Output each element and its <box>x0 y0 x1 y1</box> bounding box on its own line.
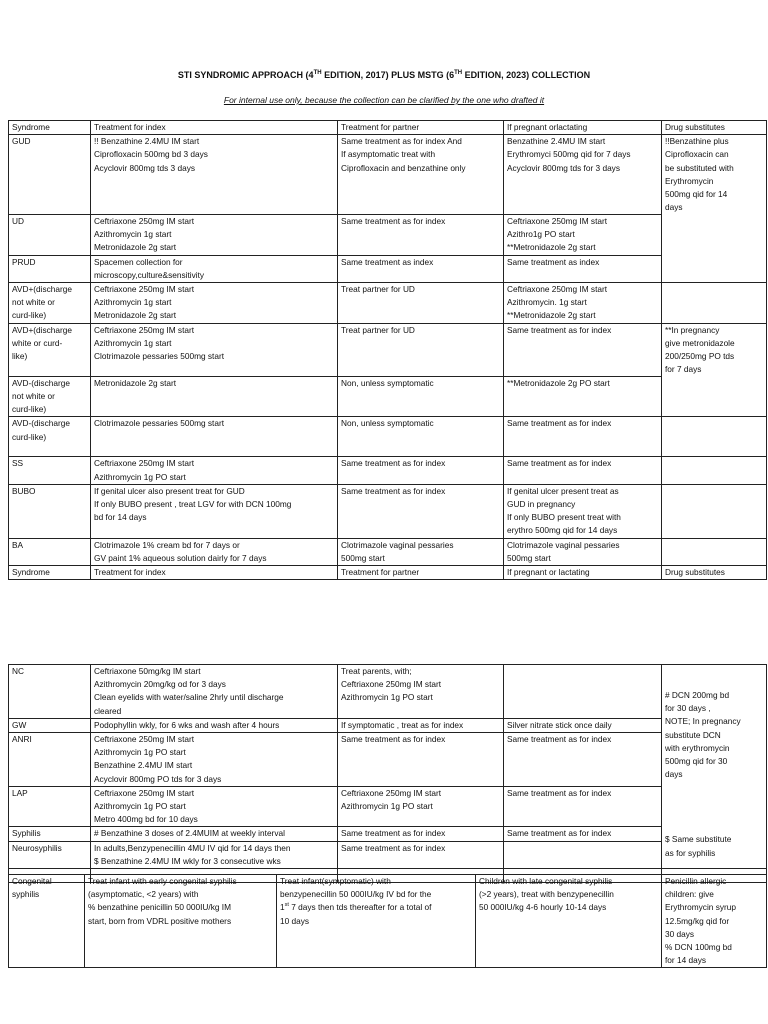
cell-line: curd-like) <box>12 310 47 321</box>
index-treatment-cell <box>91 733 338 787</box>
cell-line: erythro 500mg qid for 14 days <box>507 525 618 536</box>
table-row <box>9 323 767 376</box>
cell-line: (>2 years), treat with benzypenecillin <box>479 889 614 900</box>
cell-line: Metro 400mg bd for 10 days <box>94 814 198 825</box>
cell-line: 30 days <box>665 928 695 939</box>
cell-line: Erythromyci 500mg qid for 7 days <box>507 149 631 160</box>
table-row <box>9 841 767 868</box>
cell-line: NC <box>12 666 24 676</box>
cell-line: with erythromycin <box>665 742 730 753</box>
index-treatment-cell <box>91 718 338 732</box>
pregnant-treatment-cell <box>504 827 662 841</box>
drug-substitutes-cell <box>662 665 767 869</box>
pregnant-treatment-cell <box>504 376 662 417</box>
cell-line: !! Benzathine 2.4MU IM start <box>94 136 200 147</box>
cell-line: syphilis <box>12 889 40 900</box>
pregnant-treatment-cell <box>504 484 662 538</box>
cell-line: for 7 days <box>665 364 702 375</box>
cell-line: Ceftriaxone 250mg IM start <box>94 283 195 294</box>
syndrome-cell <box>9 718 91 732</box>
header-index: Treatment for index <box>91 566 338 580</box>
partner-treatment-cell <box>338 255 504 282</box>
cell-line: $ Benzathine 2.4MU IM wkly for 3 consecutive wks <box>94 855 281 866</box>
partner-treatment-cell <box>338 417 504 457</box>
drug-substitutes-cell <box>662 255 767 282</box>
table-row <box>9 214 767 255</box>
index-treatment-cell <box>91 841 338 868</box>
partner-treatment-cell <box>338 841 504 868</box>
cell-line: Erythromycin syrup <box>665 902 737 913</box>
cell-line: Ceftriaxone 250mg IM start <box>94 215 195 226</box>
cell-line: Metronidazole 2g start <box>94 242 177 253</box>
table-row <box>9 376 767 417</box>
cell-line: Ceftriaxone 250mg IM start <box>507 283 608 294</box>
pregnant-treatment-cell <box>504 538 662 565</box>
cell-line: Azithromycin 1g start <box>94 229 172 240</box>
header-substitutes: Drug substitutes <box>662 566 767 580</box>
cell-line: not white or <box>12 391 55 402</box>
cell-line: Ciprofloxacin 500mg bd 3 days <box>94 149 208 160</box>
cell-line: # Benzathine 3 doses of 2.4MUIM at weekly interval <box>94 828 285 839</box>
pregnant-treatment-cell <box>504 457 662 484</box>
syndrome-cell <box>9 282 91 323</box>
cell-line: **In pregnancy <box>665 324 720 335</box>
cell-line: BA <box>12 539 24 550</box>
cell-line: Podophyllin wkly, for 6 wks and wash after 4 hours <box>94 719 280 730</box>
cell-line: Ceftriaxone 250mg IM start <box>94 458 195 469</box>
syndrome-cell <box>9 538 91 565</box>
cell-line: GV paint 1% aqueous solution dairly for 7 days <box>94 552 267 563</box>
header-index: Treatment for index <box>91 121 338 135</box>
pregnant-treatment-cell <box>504 417 662 457</box>
drug-substitutes-cell <box>662 135 767 215</box>
cell-line: Acyclovir 800mg tds for 3 days <box>507 162 620 173</box>
syndrome-cell <box>9 841 91 868</box>
cell-line: AVD+(discharge <box>12 324 73 335</box>
cell-line: PRUD <box>12 256 36 267</box>
pregnant-treatment-cell <box>504 718 662 732</box>
table-row <box>9 733 767 787</box>
cell-line: days <box>665 769 683 780</box>
cell-line: Same treatment as for index <box>507 828 612 839</box>
cell-line: Ceftriaxone 250mg IM start <box>94 734 195 745</box>
syndrome-cell <box>9 786 91 827</box>
cell-line: !!Benzathine plus <box>665 136 729 147</box>
header-partner: Treatment for partner <box>338 566 504 580</box>
table-row <box>9 875 767 968</box>
partner-treatment-cell <box>338 827 504 841</box>
cell-line: Congenital <box>12 876 52 886</box>
cell-line: 500mg qid for 30 <box>665 756 728 767</box>
cell-line: Same treatment as for index <box>507 324 612 335</box>
drug-substitutes-cell <box>662 417 767 457</box>
cell-line: ANRI <box>12 734 32 745</box>
index-treatment-cell <box>91 214 338 255</box>
cell-line: LAP <box>12 787 28 798</box>
partner-treatment-cell <box>338 376 504 417</box>
index-treatment-cell <box>91 538 338 565</box>
cell-line: Same treatment as for index <box>507 734 612 745</box>
cell-line: % DCN 100mg bd <box>665 942 732 953</box>
cell-line: In adults,Benzypenecillin 4MU IV qid for 14 days then <box>94 842 291 853</box>
index-treatment-cell <box>91 323 338 376</box>
cell-line: Azithromycin. 1g start <box>507 297 587 308</box>
index-treatment-cell <box>91 417 338 457</box>
cell-line: Clotrimazole pessaries 500mg start <box>94 350 225 361</box>
pregnant-treatment-cell <box>504 135 662 215</box>
table-row <box>9 718 767 732</box>
cell-line: microscopy,culture&sensitivity <box>94 269 205 280</box>
partner-treatment-cell <box>338 538 504 565</box>
syndrome-cell <box>9 255 91 282</box>
syndrome-cell <box>9 323 91 376</box>
cell-line: substitute DCN <box>665 729 721 740</box>
cell-line: Ceftriaxone 250mg IM start <box>94 787 195 798</box>
congenital-syphilis-table <box>8 874 767 968</box>
syndrome-cell <box>9 875 85 968</box>
pregnant-treatment-cell <box>504 786 662 827</box>
cell-line: Neurosyphilis <box>12 842 62 853</box>
syndrome-cell <box>9 665 91 719</box>
table-row <box>9 255 767 282</box>
cell-line: 500mg start <box>507 552 551 563</box>
pregnant-treatment-cell <box>504 841 662 868</box>
cell-line: Azithromycin 1g PO start <box>94 471 186 482</box>
cell-line: Same treatment as for index <box>341 734 446 745</box>
syndrome-cell <box>9 827 91 841</box>
cell-line: start, born from VDRL positive mothers <box>88 915 232 926</box>
cell-line: Ceftriaxone 250mg IM start <box>94 324 195 335</box>
cell-line: Azithromycin 1g PO start <box>341 692 433 703</box>
late-treatment-cell <box>476 875 662 968</box>
cell-line: Same treatment as index <box>507 256 600 267</box>
syndrome-cell <box>9 376 91 417</box>
partner-treatment-cell <box>338 733 504 787</box>
table-row <box>9 282 767 323</box>
cell-line: Azithromycin 20mg/kg od for 3 days <box>94 679 226 690</box>
pregnant-treatment-cell <box>504 323 662 376</box>
header-row <box>9 121 767 135</box>
table-row <box>9 538 767 565</box>
cell-line: 500mg qid for 14 <box>665 189 728 200</box>
cell-line: Ceftriaxone 250mg IM start <box>341 787 442 798</box>
substitutes-syphilis <box>665 781 763 859</box>
cell-line: like) <box>12 350 28 361</box>
cell-line: **Metronidazole 2g start <box>507 310 596 321</box>
cell-line: Same treatment as index <box>341 256 434 267</box>
header-syndrome: Syndrome <box>9 566 91 580</box>
cell-line: 500mg start <box>341 552 385 563</box>
cell-line: Children with late congenital syphilis <box>479 876 613 886</box>
cell-line: Treat infant with early congenital syphilis <box>88 876 237 886</box>
cell-line: Clean eyelids with water/saline 2hrly until discharge <box>94 692 284 703</box>
cell-line: GUD in pregnancy <box>507 499 576 510</box>
cell-line: children: give <box>665 889 714 900</box>
partner-treatment-cell <box>338 665 504 719</box>
drug-substitutes-cell <box>662 282 767 323</box>
table-row <box>9 786 767 827</box>
cell-line: Clotrimazole 1% cream bd for 7 days or <box>94 539 240 550</box>
cell-line: Treat partner for UD <box>341 283 415 294</box>
syndrome-cell <box>9 457 91 484</box>
index-treatment-cell <box>91 282 338 323</box>
substitutes-dcn <box>665 665 763 781</box>
cell-line: Same treatment as for index <box>507 787 612 798</box>
header-pregnant: If pregnant orlactating <box>504 121 662 135</box>
partner-treatment-cell <box>338 214 504 255</box>
table-row <box>9 135 767 215</box>
drug-substitutes-cell <box>662 214 767 255</box>
index-treatment-cell <box>91 135 338 215</box>
cell-line: Azithromycin 1g start <box>94 297 172 308</box>
header-substitutes: Drug substitutes <box>662 121 767 135</box>
cell-line: Azithro1g PO start <box>507 229 575 240</box>
cell-line: white or curd- <box>12 337 63 348</box>
cell-line: UD <box>12 215 24 226</box>
cell-line: as for syphilis <box>665 847 716 858</box>
cell-line: Same treatment as for index <box>507 458 612 469</box>
partner-treatment-cell <box>338 282 504 323</box>
partner-treatment-cell <box>338 323 504 376</box>
cell-line: **Metronidazole 2g start <box>507 242 596 253</box>
partner-treatment-cell <box>338 484 504 538</box>
cell-line: Ceftriaxone 50mg/kg IM start <box>94 666 201 676</box>
cell-line: Same treatment as for index <box>341 215 446 226</box>
cell-line: GW <box>12 719 27 730</box>
cell-line: Syphilis <box>12 828 41 839</box>
cell-line: **Metronidazole 2g PO start <box>507 377 610 388</box>
cell-line: 200/250mg PO tds <box>665 350 735 361</box>
cell-line: Same treatment as for index <box>341 828 446 839</box>
cell-line: Erythromycin <box>665 175 714 186</box>
header-syndrome: Syndrome <box>9 121 91 135</box>
drug-substitutes-cell <box>662 875 767 968</box>
cell-line: Same treatment as for index <box>507 418 612 429</box>
cell-line: Ceftriaxone 250mg IM start <box>341 679 442 690</box>
cell-line: Metronidazole 2g start <box>94 310 177 321</box>
drug-substitutes-cell <box>662 484 767 538</box>
header-partner: Treatment for partner <box>338 121 504 135</box>
table-row <box>9 484 767 538</box>
syndrome-cell <box>9 135 91 215</box>
index-treatment-cell <box>91 484 338 538</box>
cell-line: Non, unless symptomatic <box>341 377 434 388</box>
cell-line: GUD <box>12 136 31 147</box>
cell-line: If genital ulcer also present treat for GUD <box>94 485 245 496</box>
syndrome-cell <box>9 417 91 457</box>
drug-substitutes-cell <box>662 538 767 565</box>
table-row <box>9 457 767 484</box>
cell-line: Azithromycin 1g start <box>94 337 172 348</box>
drug-substitutes-cell <box>662 376 767 417</box>
syndrome-cell <box>9 214 91 255</box>
cell-line: # DCN 200mg bd <box>665 690 730 700</box>
cell-line: cleared <box>94 705 122 716</box>
cell-line: Non, unless symptomatic <box>341 418 434 429</box>
index-treatment-cell <box>91 827 338 841</box>
cell-line: Metronidazole 2g start <box>94 377 177 388</box>
cell-line: days <box>665 202 683 213</box>
cell-line: bd for 14 days <box>94 512 147 523</box>
pregnant-treatment-cell <box>504 665 662 719</box>
document-subtitle: For internal use only, because the collection can be clarified by the one who drafted it <box>223 95 545 105</box>
cell-line: Same treatment as for index <box>341 485 446 496</box>
cell-line: Acyclovir 800mg tds 3 days <box>94 162 195 173</box>
cell-line: Azithromycin 1g PO start <box>94 801 186 812</box>
table-row <box>9 827 767 841</box>
cell-line: If genital ulcer present treat as <box>507 485 619 496</box>
cell-line: If asymptomatic treat with <box>341 149 436 160</box>
cell-line: for 14 days <box>665 955 707 966</box>
cell-line: SS <box>12 458 24 469</box>
index-treatment-cell <box>85 875 277 968</box>
cell-line: Azithromycin 1g PO start <box>94 747 186 758</box>
header-pregnant: If pregnant or lactating <box>504 566 662 580</box>
drug-substitutes-cell <box>662 323 767 376</box>
table-row <box>9 665 767 719</box>
cell-line: Spacemen collection for <box>94 256 183 267</box>
cell-line: Same treatment as for index <box>341 842 446 853</box>
partner-treatment-cell <box>338 457 504 484</box>
partner-treatment-cell <box>338 786 504 827</box>
cell-line: Ceftriaxone 250mg IM start <box>507 215 608 226</box>
index-treatment-cell <box>91 255 338 282</box>
cell-line: Clotrimazole pessaries 500mg start <box>94 418 225 429</box>
cell-line: If only BUBO present treat with <box>507 512 621 523</box>
cell-line: Clotrimazole vaginal pessaries <box>507 539 620 550</box>
cell-line: Clotrimazole vaginal pessaries <box>341 539 454 550</box>
symptomatic-treatment-cell: Treat infant(symptomatic) with benzypenecillin 50 000IU/kg IV bd for the 1st 7 days then tds thereafter for a total of 10 days <box>277 875 476 968</box>
index-treatment-cell <box>91 786 338 827</box>
cell-line: Penicillin allergic <box>665 876 727 886</box>
cell-line: AVD-(discharge <box>12 418 70 429</box>
partner-treatment-cell <box>338 718 504 732</box>
pregnant-treatment-cell <box>504 214 662 255</box>
cell-line: Same treatment as for index <box>341 458 446 469</box>
syndrome-cell <box>9 733 91 787</box>
cell-line: not white or <box>12 297 55 308</box>
partner-treatment-cell <box>338 135 504 215</box>
pregnant-treatment-cell <box>504 282 662 323</box>
pregnant-treatment-cell <box>504 733 662 787</box>
document-title: STI SYNDROMIC APPROACH (4TH EDITION, 2017) PLUS MSTG (6TH EDITION, 2023) COLLECTION <box>177 70 591 80</box>
cell-line: If only BUBO present , treat LGV for with DCN 100mg <box>94 499 292 510</box>
cell-line: Azithromycin 1g PO start <box>341 801 433 812</box>
cell-line: NOTE; In pregnancy <box>665 716 741 727</box>
header-row <box>9 566 767 580</box>
cell-line: for 30 days , <box>665 703 711 714</box>
cell-line: Silver nitrate stick once daily <box>507 719 612 730</box>
cell-line: Ciprofloxacin can <box>665 149 729 160</box>
index-treatment-cell <box>91 457 338 484</box>
cell-line: 50 000IU/kg 4-6 hourly 10-14 days <box>479 902 607 913</box>
cell-line: Benzathine 2.4MU IM start <box>94 760 193 771</box>
cell-line: $ Same substitute <box>665 834 732 845</box>
syndrome-cell <box>9 484 91 538</box>
cell-line: Ciprofloxacin and benzathine only <box>341 162 466 173</box>
cell-line: % benzathine penicillin 50 000IU/kg IM <box>88 902 231 913</box>
cell-line: Treat parents, with; <box>341 666 412 676</box>
cell-line: give metronidazole <box>665 337 735 348</box>
cell-line: Acyclovir 800mg PO tds for 3 days <box>94 773 222 784</box>
drug-substitutes-cell <box>662 457 767 484</box>
cell-line: BUBO <box>12 485 36 496</box>
cell-line: be substituted with <box>665 162 734 173</box>
cell-line: Benzathine 2.4MU IM start <box>507 136 606 147</box>
cell-line: 12.5mg/kg qid for <box>665 915 730 926</box>
table-row <box>9 417 767 457</box>
cell-line: If symptomatic , treat as for index <box>341 719 464 730</box>
cell-line: Treat partner for UD <box>341 324 415 335</box>
cell-line: curd-like) <box>12 404 47 415</box>
cell-line: (asymptomatic, <2 years) with <box>88 889 199 900</box>
cell-line: curd-like) <box>12 431 47 442</box>
index-treatment-cell <box>91 665 338 719</box>
index-treatment-cell <box>91 376 338 417</box>
cell-line: AVD-(discharge <box>12 377 70 388</box>
cell-line: Same treatment as for index And <box>341 136 462 147</box>
cell-line: AVD+(discharge <box>12 283 73 294</box>
sti-table-main <box>8 120 767 580</box>
pregnant-treatment-cell <box>504 255 662 282</box>
sti-table-secondary <box>8 664 767 883</box>
